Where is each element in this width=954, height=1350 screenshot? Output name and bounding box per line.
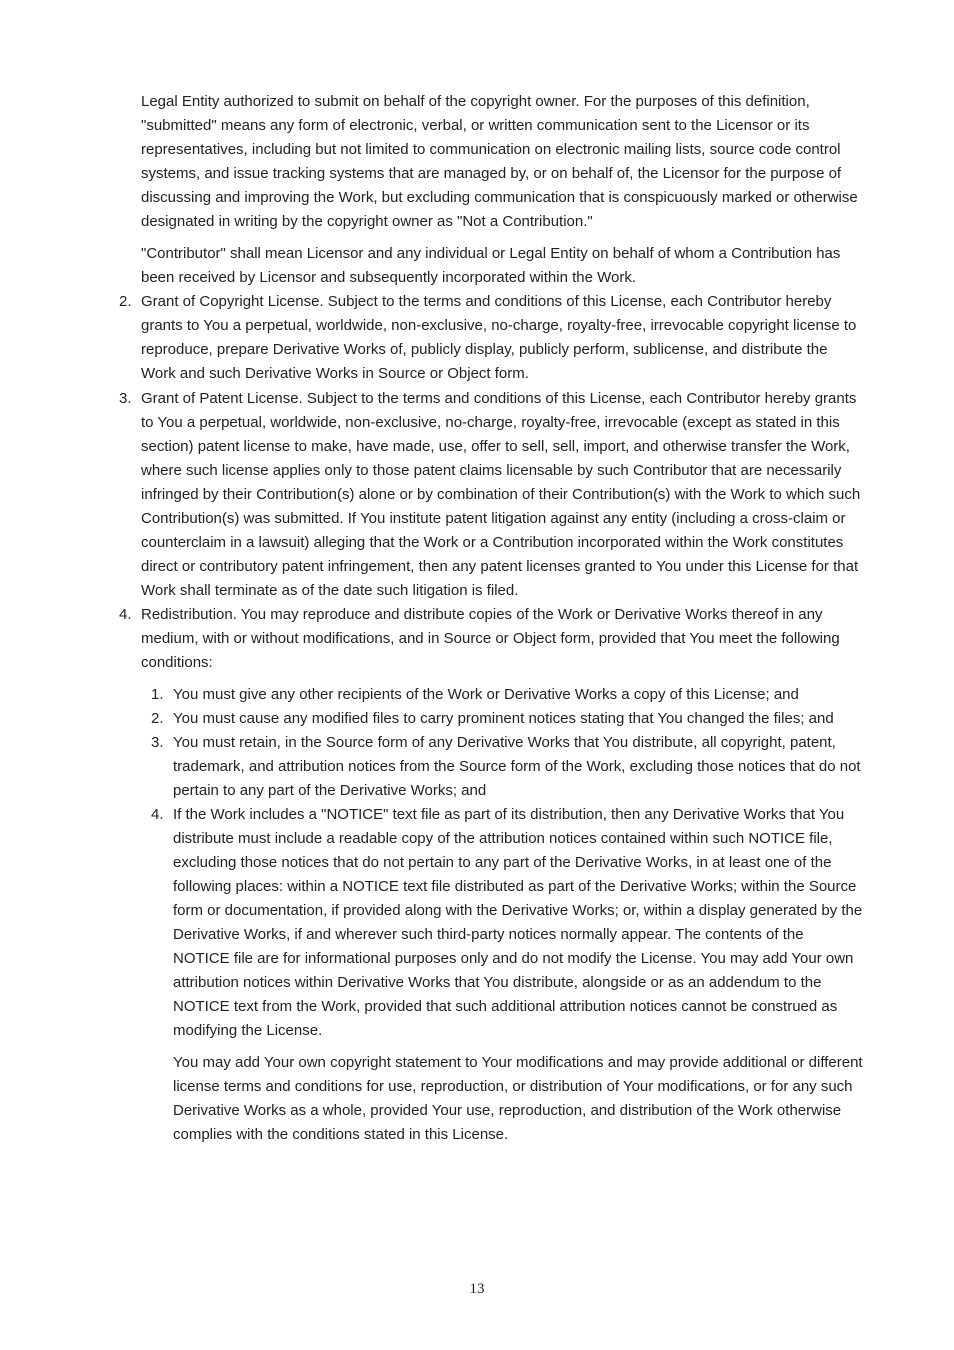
condition-number: 1.	[151, 686, 164, 703]
page-content	[119, 90, 863, 1147]
section-number: 2.	[119, 293, 132, 310]
condition-text: If the Work includes a "NOTICE" text file as part of its distribution, then any Derivative Works that You distribute must include a readable copy of the attribution notices contained within such NOTICE file, excluding those notices that do not pertain to any part of the Derivative Works, in at least one of the following places: within a NOTICE text file distributed as part of the Derivative Works; within the Source form or documentation, if provided along with the Derivative Works; or, within a display generated by the Derivative Works, if and wherever such third-party notices normally appear. The contents of the NOTICE file are for informational purposes only and do not modify the License. You may add Your own attribution notices within Derivative Works that You distribute, alongside or as an addendum to the NOTICE text from the Work, provided that such additional attribution notices cannot be construed as modifying the License.	[173, 806, 863, 1039]
condition-item	[151, 731, 863, 803]
section-redistribution	[119, 603, 863, 1147]
condition-text: You must retain, in the Source form of any Derivative Works that You distribute, all copyright, patent, trademark, and attribution notices from the Source form of the Work, excluding those notices that do not pertain to any part of the Derivative Works; and	[173, 734, 861, 799]
condition-text: You must give any other recipients of the Work or Derivative Works a copy of this License; and	[173, 686, 799, 703]
section-text: Grant of Copyright License. Subject to the terms and conditions of this License, each Contributor hereby grants to You a perpetual, worldwide, non-exclusive, no-charge, royalty-free, irrevocable copyright license to reproduce, prepare Derivative Works of, publicly display, publicly perform, sublicense, and distribute the Work and such Derivative Works in Source or Object form.	[141, 293, 857, 382]
section-text: Grant of Patent License. Subject to the terms and conditions of this License, each Contributor hereby grants to You a perpetual, worldwide, non-exclusive, no-charge, royalty-free, irrevocable (except as stated in this section) patent license to make, have made, use, offer to sell, sell, import, and otherwise transfer the Work, where such license applies only to those patent claims licensable by such Contributor that are necessarily infringed by their Contribution(s) alone or by combination of their Contribution(s) with the Work to which such Contribution(s) was submitted. If You institute patent litigation against any entity (including a cross-claim or counterclaim in a lawsuit) alleging that the Work or a Contribution incorporated within the Work constitutes direct or contributory patent infringement, then any patent licenses granted to You under this License for that Work shall terminate as of the date such litigation is filed.	[141, 390, 861, 599]
section-number: 3.	[119, 390, 132, 407]
condition-text: You must cause any modified files to carry prominent notices stating that You changed the files; and	[173, 710, 834, 727]
section-number: 4.	[119, 606, 132, 623]
condition-item	[151, 707, 863, 731]
section-text: Redistribution. You may reproduce and distribute copies of the Work or Derivative Works thereof in any medium, with or without modifications, and in Source or Object form, provided that You meet the following conditions:	[141, 606, 840, 671]
section-grant-of-copyright-license	[119, 290, 863, 386]
definition-submitted-continued: Legal Entity authorized to submit on behalf of the copyright owner. For the purposes of this definition, "submitted" means any form of electronic, verbal, or written communication sent to the Licensor or its representatives, including but not limited to communication on electronic mailing lists, source code control systems, and issue tracking systems that are managed by, or on behalf of, the Licensor for the purpose of discussing and improving the Work, but excluding communication that is conspicuously marked or otherwise designated in writing by the copyright owner as "Not a Contribution."	[141, 93, 858, 230]
redistribution-conditions-list	[151, 683, 863, 1043]
condition-item	[151, 683, 863, 707]
closing-paragraph: You may add Your own copyright statement to Your modifications and may provide additional or different license terms and conditions for use, reproduction, or distribution of Your modifications, or for any such Derivative Works as a whole, provided Your use, reproduction, and distribution of the Work otherwise complies with the conditions stated in this License.	[173, 1054, 863, 1143]
definition-contributor: "Contributor" shall mean Licensor and any individual or Legal Entity on behalf of whom a Contribution has been received by Licensor and subsequently incorporated within the Work.	[141, 245, 841, 286]
page-number: 13	[469, 1281, 485, 1297]
condition-number: 3.	[151, 734, 164, 751]
condition-number: 4.	[151, 806, 164, 823]
condition-item	[151, 803, 863, 1043]
section-grant-of-patent-license	[119, 387, 863, 603]
condition-number: 2.	[151, 710, 164, 727]
